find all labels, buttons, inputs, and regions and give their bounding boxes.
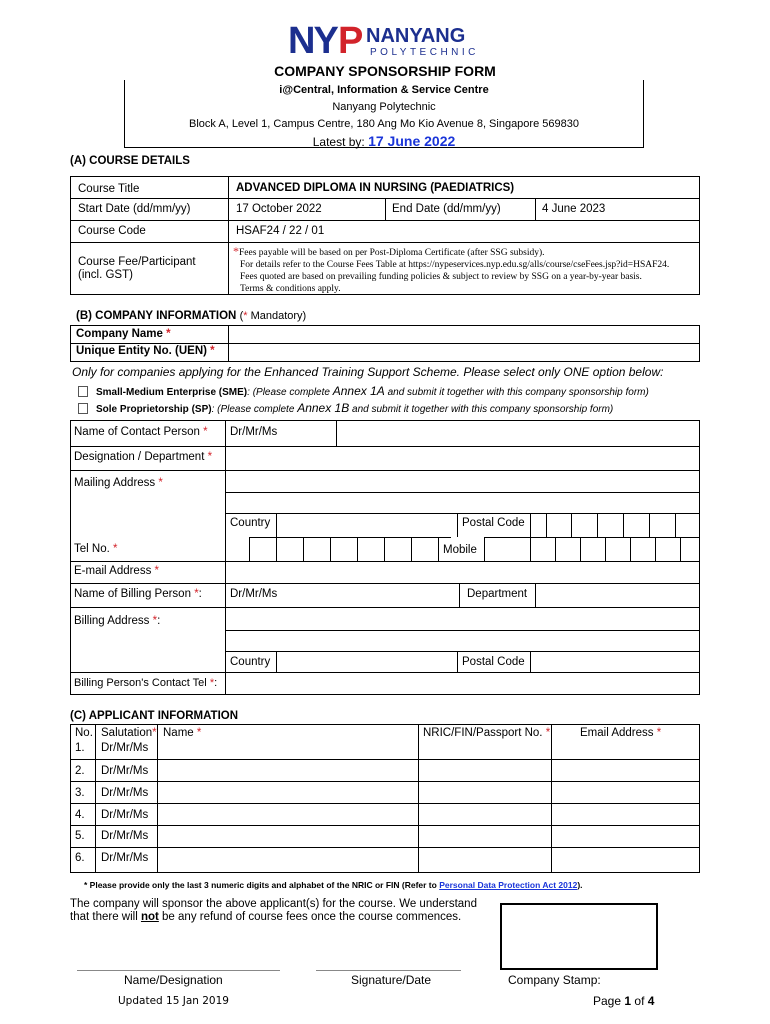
billing-tel-text: Billing Person's Contact Tel [74,677,207,689]
billing-tel-label: Billing Person's Contact Tel *: [74,677,218,689]
company-name-input[interactable] [229,326,699,343]
statement-2b: be any refund of course fees once the course commences. [158,911,462,923]
row-1-salutation: Dr/Mr/Ms [101,742,149,754]
mailing-address-label: Mailing Address * [74,477,163,489]
row-3-salutation: Dr/Mr/Ms [101,787,149,799]
statement-line-2 [70,911,461,923]
uen-text: Unique Entity No. (UEN) [76,345,207,357]
billing-country-label: Country [230,656,271,668]
sp-checkbox[interactable] [78,403,88,414]
nyp-logo-icon [288,20,493,58]
start-date-label: Start Date (dd/mm/yy) [78,203,191,215]
row-6-salutation: Dr/Mr/Ms [101,852,149,864]
mailing-address-input[interactable] [226,471,699,513]
office-name: i@Central, Information & Service Centre [279,84,489,96]
updated-date: Updated 15 Jan 2019 [118,995,229,1007]
col-no: No. [75,727,93,739]
sme-annex: Annex 1A [332,384,385,398]
contact-person-input[interactable] [337,421,699,446]
sp-option[interactable] [78,401,613,415]
designation-input[interactable] [226,447,699,470]
col-salutation-text: Salutation [101,727,153,739]
svg-text:NY: NY [288,20,337,58]
tel-text: Tel No. [74,543,110,555]
mailing-address-text: Mailing Address [74,477,156,489]
row-5-no: 5. [75,830,85,842]
uen-input[interactable] [229,344,699,361]
contact-salutation: Dr/Mr/Ms [230,426,278,438]
nric-note: * Please provide only the last 3 numeric digits and alphabet of the NRIC or FIN (Refer to Personal Data Protection Act 2012). [84,880,583,890]
statement-2a: that there will [70,911,141,923]
course-code: HSAF24 / 22 / 01 [236,225,325,237]
org-name: Nanyang Polytechnic [332,101,436,113]
org-address: Block A, Level 1, Campus Centre, 180 Ang Mo Kio Avenue 8, Singapore 569830 [189,118,579,130]
company-stamp-box[interactable] [500,903,658,970]
fee-note-1: Fees payable will be based on per Post-Diploma Certificate (after SSG subsidy). [239,248,545,258]
course-title: ADVANCED DIPLOMA IN NURSING (PAEDIATRICS) [236,182,515,194]
sme-note-1: : (Please complete [247,387,333,398]
nric-note-text: Please provide only the last 3 numeric digits and alphabet of the NRIC or FIN (Refer to [89,880,437,890]
company-stamp-label: Company Stamp: [508,973,601,987]
scheme-note: Only for companies applying for the Enhanced Training Support Scheme. Please select only ONE option below: [72,365,664,379]
billing-address-input[interactable] [226,608,699,651]
col-name: Name * [163,727,202,739]
col-nric-text: NRIC/FIN/Passport No. [423,727,543,739]
row-4-no: 4. [75,809,85,821]
billing-tel-input[interactable] [226,673,699,694]
page-of: of [634,994,645,1008]
sme-label: Small-Medium Enterprise (SME) [96,387,248,398]
col-nric: NRIC/FIN/Passport No. * [423,727,551,739]
billing-address-text: Billing Address [74,615,150,627]
billing-person-label: Name of Billing Person *: [74,588,202,600]
billing-salutation: Dr/Mr/Ms [230,588,278,600]
company-name-text: Company Name [76,328,163,340]
logo-text-big: NANYANG [366,25,466,47]
course-title-label: Course Title [78,183,140,195]
mandatory-note: Mandatory) [250,310,307,322]
col-name-text: Name [163,727,194,739]
row-1-no: 1. [75,742,85,754]
billing-person-text: Name of Billing Person [74,588,191,600]
statement-line-1: The company will sponsor the above applicant(s) for the course. We understand [70,898,477,910]
email-label: E-mail Address * [74,565,160,577]
course-code-label: Course Code [78,225,146,237]
col-email-text: Email Address [580,727,654,739]
start-date: 17 October 2022 [236,203,322,215]
mailing-postal-label: Postal Code [462,517,525,529]
email-input[interactable] [226,562,699,583]
row-2-salutation: Dr/Mr/Ms [101,765,149,777]
latest-by [125,133,643,151]
fee-note-3: Fees quoted are based on prevailing funding policies & subject to review by SSG on a year-by-year basis. [240,272,642,282]
page-label: Page [593,994,622,1008]
contact-person-text: Name of Contact Person [74,426,200,438]
designation-label: Designation / Department * [74,451,213,463]
section-a-heading: (A) COURSE DETAILS [70,155,190,167]
row-6-no: 6. [75,852,85,864]
sme-note-2: and submit it together with this company sponsorship form) [384,387,649,398]
section-b-heading-row: (B) COMPANY INFORMATION (* Mandatory) [76,310,307,322]
sme-checkbox[interactable] [78,386,88,397]
row-3-no: 3. [75,787,85,799]
uen-label: Unique Entity No. (UEN) * [76,345,215,357]
latest-label: Latest by: [312,135,365,149]
latest-date: 17 June 2022 [368,133,456,149]
page-number [593,994,654,1008]
mobile-label: Mobile [443,544,477,556]
row-4-salutation: Dr/Mr/Ms [101,809,149,821]
section-b-heading: (B) COMPANY INFORMATION [76,310,237,322]
name-designation-label: Name/Designation [124,973,223,987]
sp-note-2: and submit it together with this company sponsorship form) [349,404,614,415]
fee-notes: *Fees payable will be based on per Post-Diploma Certificate (after SSG subsidy). For details refer to the Course Fees Table at https://nypeservices.nyp.edu.sg/alls/course/cseFees.jsp?id=HSAF24. Fees quoted are based on prevailing funding policies & subject to review by SSG on a year-by-year basis. Terms & conditions apply. [233,245,699,295]
email-text: E-mail Address [74,565,152,577]
row-5-salutation: Dr/Mr/Ms [101,830,149,842]
designation-text: Designation / Department [74,451,205,463]
page-total: 4 [647,994,655,1008]
sp-label: Sole Proprietorship (SP) [96,404,212,415]
sp-note-1: : (Please complete [211,404,298,415]
nyp-logo [288,20,493,58]
billing-department-label: Department [467,588,528,600]
statement-not: not [140,911,159,923]
company-name-label: Company Name * [76,328,171,340]
svg-text:P: P [338,20,364,58]
logo-text-small: POLYTECHNIC [370,47,479,58]
billing-postal-label: Postal Code [462,656,525,668]
signature-date-label: Signature/Date [351,973,432,987]
page-current: 1 [624,994,632,1008]
address-box [124,80,644,148]
form-title: COMPANY SPONSORSHIP FORM [274,63,496,79]
fee-note-4: Terms & conditions apply. [240,284,341,294]
end-date: 4 June 2023 [542,203,606,215]
col-email: Email Address * [580,727,662,739]
fee-label: Course Fee/Participant (incl. GST) [78,256,196,281]
pdpa-link[interactable]: Personal Data Protection Act 2012 [439,880,578,890]
section-c-heading: (C) APPLICANT INFORMATION [70,710,239,722]
tel-label: Tel No. * [74,543,118,555]
row-2-no: 2. [75,765,85,777]
sp-annex: Annex 1B [297,401,350,415]
end-date-label: End Date (dd/mm/yy) [392,203,501,215]
sme-option[interactable] [78,384,649,398]
contact-person-label: Name of Contact Person * [74,426,208,438]
nric-note-end: ). [577,880,583,890]
billing-address-label: Billing Address *: [74,615,161,627]
fee-note-2: For details refer to the Course Fees Table at https://nypeservices.nyp.edu.sg/alls/course/cseFees.jsp?id=HSAF24. [240,260,670,270]
mailing-country-label: Country [230,517,271,529]
col-salutation: Salutation* [101,727,157,739]
